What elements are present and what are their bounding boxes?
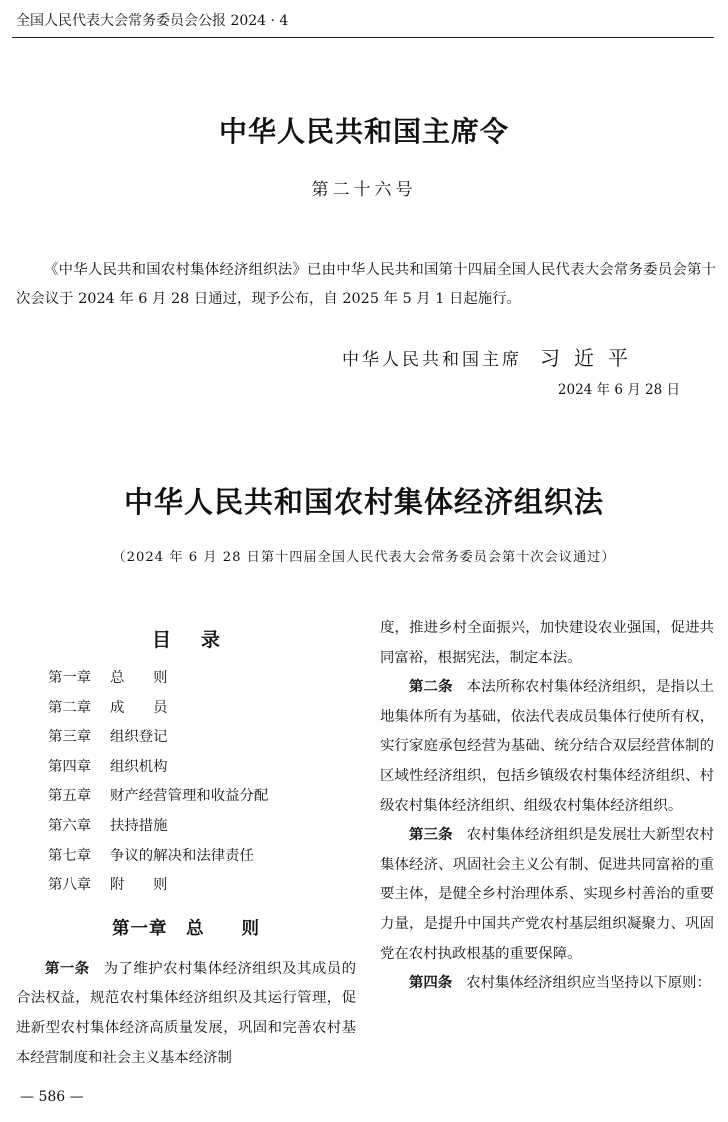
toc-chapter-number: 第五章: [48, 788, 92, 805]
article-text: 为了维护农村集体经济组织及其成员的合法权益，规范农村集体经济组织及其运行管理，促进新型农村集体经济高质量发展，巩固和完善农村基本经营制度和社会主义基本经济制: [16, 960, 356, 1066]
article-3: [380, 821, 714, 969]
toc-chapter-number: 第三章: [48, 729, 92, 746]
page-number: — 586 —: [20, 1089, 84, 1105]
toc-chapter-title: 组织登记: [110, 729, 168, 746]
journal-header: 全国人民代表大会常务委员会公报 2024 · 4: [16, 13, 289, 29]
toc-item: [16, 871, 356, 901]
article-1: [16, 955, 356, 1073]
toc-chapter-title: 组织机构: [110, 758, 168, 775]
toc-chapter-number: 第八章: [48, 877, 92, 894]
article-number: 第二条: [409, 679, 453, 696]
article-text: 农村集体经济组织应当坚持以下原则：: [466, 975, 711, 992]
toc-item: [16, 782, 356, 812]
toc-chapter-title: 争议的解决和法律责任: [110, 847, 254, 864]
table-of-contents: [16, 664, 356, 901]
article-text: 本法所称农村集体经济组织，是指以土地集体所有为基础，依法代表成员集体行使所有权，实行家庭承包经营为基础、统分结合双层经营体制的区域性经济组织，包括乡镇级农村集体经济组织、村级农村集体经济组织、组级农村集体经济组织。: [380, 679, 714, 814]
toc-chapter-title: 成 员: [110, 699, 168, 716]
toc-item: [16, 753, 356, 783]
article-text: 农村集体经济组织是发展壮大新型农村集体经济、巩固社会主义公有制、促进共同富裕的重要主体，是健全乡村治理体系、实现乡村善治的重要力量，是提升中国共产党农村基层组织凝聚力、巩固党在农村执政根基的重要保障。: [380, 827, 714, 962]
signer-name: 习近平: [540, 346, 642, 370]
toc-item: [16, 812, 356, 842]
chapter-heading: 第一章 总 则: [112, 918, 260, 939]
law-title: 中华人民共和国农村集体经济组织法: [123, 485, 604, 519]
toc-item: [16, 694, 356, 724]
order-announcement: 《中华人民共和国农村集体经济组织法》已由中华人民共和国第十四届全国人民代表大会常务委员会第十次会议于 2024 年 6 月 28 日通过，现予公布，自 2025 年 5 月 1 日起施行。: [16, 262, 716, 307]
article-number: 第四条: [409, 975, 453, 992]
article-2: [380, 673, 714, 821]
header-divider: [12, 37, 714, 38]
toc-chapter-number: 第六章: [48, 817, 92, 834]
toc-chapter-title: 财产经营管理和收益分配: [110, 788, 269, 805]
left-column: [16, 620, 356, 1073]
toc-chapter-number: 第一章: [48, 670, 92, 686]
article-4: [380, 969, 714, 999]
article-number: 第三条: [409, 827, 453, 844]
toc-title: 目录: [151, 629, 250, 651]
toc-chapter-number: 第四章: [48, 758, 92, 775]
article-number: 第一条: [45, 960, 90, 977]
toc-chapter-number: 第二章: [48, 699, 92, 716]
order-title: 中华人民共和国主席令: [218, 115, 509, 148]
toc-item: [16, 723, 356, 753]
toc-item: [16, 664, 356, 694]
signer-title: 中华人民共和国主席: [342, 350, 522, 370]
toc-chapter-number: 第七章: [48, 847, 92, 864]
toc-chapter-title: 附 则: [110, 877, 168, 894]
toc-chapter-title: 总 则: [110, 670, 168, 686]
right-column: [380, 614, 714, 999]
law-adoption-note: （2024 年 6 月 28 日第十四届全国人民代表大会常务委员会第十次会议通过）: [112, 550, 616, 565]
signature-date: 2024 年 6 月 28 日: [557, 382, 680, 398]
toc-item: [16, 842, 356, 872]
signature-block: [342, 344, 702, 374]
article-1-continued: 度，推进乡村全面振兴，加快建设农业强国，促进共同富裕，根据宪法，制定本法。: [380, 620, 714, 666]
order-number: 第二十六号: [311, 180, 417, 200]
toc-chapter-title: 扶持措施: [110, 817, 168, 834]
